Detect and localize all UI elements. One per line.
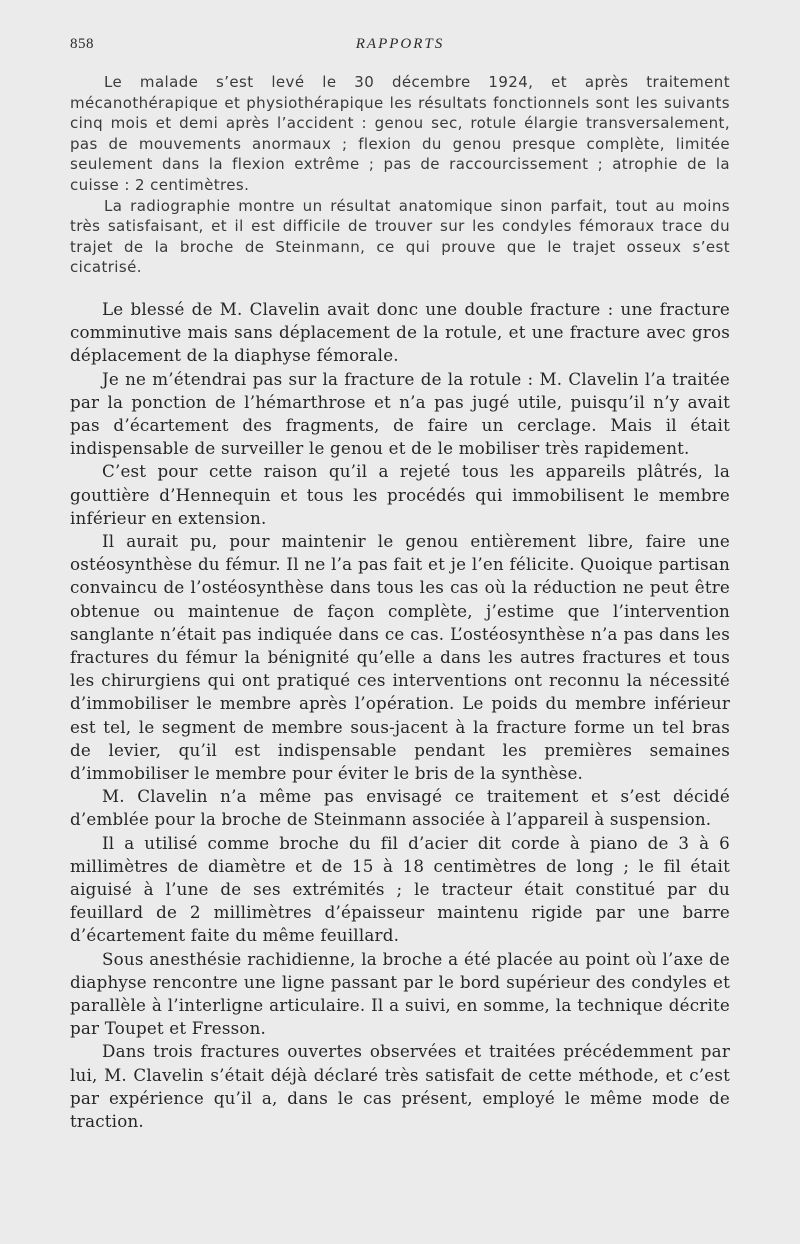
page-header: [70, 36, 730, 60]
commentary-paragraph: M. Clavelin n’a même pas envisagé ce traitement et s’est décidé d’emblée pour la broche de Steinmann associée à l’appareil à suspension.: [70, 786, 730, 830]
commentary-paragraph: C’est pour cette raison qu’il a rejeté tous les appareils plâtrés, la gouttière d’Hennequin et tous les procédés qui immobilisent le membre inférieur en extension.: [70, 461, 730, 528]
commentary-paragraph: Le blessé de M. Clavelin avait donc une double fracture : une fracture comminutive mais sans déplacement de la rotule, et une fracture avec gros déplacement de la diaphyse fémorale.: [70, 298, 730, 366]
commentary-paragraph: Il a utilisé comme broche du fil d’acier dit corde à piano de 3 à 6 millimètres de diamètre et de 15 à 18 centimètres de long ; le fil était aiguisé à l’une de ses extrémités ; le tracteur était constitué par du feuillard de 2 millimètres d’épaisseur maintenu rigide par une barre d’écartement faite du même feuillard.: [70, 832, 730, 946]
commentary-paragraph: Je ne m’étendrai pas sur la fracture de la rotule : M. Clavelin l’a traitée par la ponction de l’hémarthrose et n’a pas jugé utile, puisqu’il n’y avait pas d’écartement des fragments, de faire un cerclage. Mais il était indispensable de surveiller le genou et de le mobiliser très rapidement.: [70, 368, 730, 459]
case-report-paragraph: La radiographie montre un résultat anatomique sinon parfait, tout au moins très satisfaisant, et il est difficile de trouver sur les condyles fémoraux trace du trajet de la broche de Steinmann, ce qui prouve que le trajet osseux s’est cicatrisé.: [70, 196, 730, 277]
case-report-block: [70, 72, 730, 278]
commentary-paragraph: Dans trois fractures ouvertes observées et traitées précédemment par lui, M. Clavelin s’était déjà déclaré très satisfait de cette méthode, et c’est par expérience qu’il a, dans le cas présent, employé le même mode de traction.: [70, 1041, 730, 1132]
commentary-paragraph: Il aurait pu, pour maintenir le genou entièrement libre, faire une ostéosynthèse du fémur. Il ne l’a pas fait et je l’en félicite. Quoique partisan convaincu de l’ostéosynthèse dans tous les cas où la réduction ne peut être obtenue ou maintenue de façon complète, j’estime que l’intervention sanglante n’était pas indiquée dans ce cas. L’ostéosynthèse n’a pas dans les fractures du fémur la bénignité qu’elle a dans les autres fractures et tous les chirurgiens qui ont pratiqué ces interventions ont reconnu la nécessité d’immobiliser le membre après l’opération. Le poids du membre inférieur est tel, le segment de membre sous-jacent à la fracture forme un tel bras de levier, qu’il est indispensable pendant les premières semaines d’immobiliser le membre pour éviter le bris de la synthèse.: [70, 530, 730, 783]
running-title: RAPPORTS: [355, 36, 445, 52]
case-report-paragraph: Le malade s’est levé le 30 décembre 1924, et après traitement mécanothérapique et physiothérapique les résultats fonctionnels sont les suivants cinq mois et demi après l’accident : genou sec, rotule élargie transversalement, pas de mouvements anormaux ; flexion du genou presque complète, limitée seulement dans la flexion extrême ; pas de raccourcissement ; atrophie de la cuisse : 2 centimètres.: [70, 73, 730, 194]
commentary-paragraph: Sous anesthésie rachidienne, la broche a été placée au point où l’axe de diaphyse rencontre une ligne passant par le bord supérieur des condyles et parallèle à l’interligne articulaire. Il a suivi, en somme, la technique décrite par Toupet et Fresson.: [70, 948, 730, 1039]
page-body: [70, 72, 730, 1133]
page-number: 858: [70, 36, 94, 52]
commentary-block: [70, 298, 730, 1133]
